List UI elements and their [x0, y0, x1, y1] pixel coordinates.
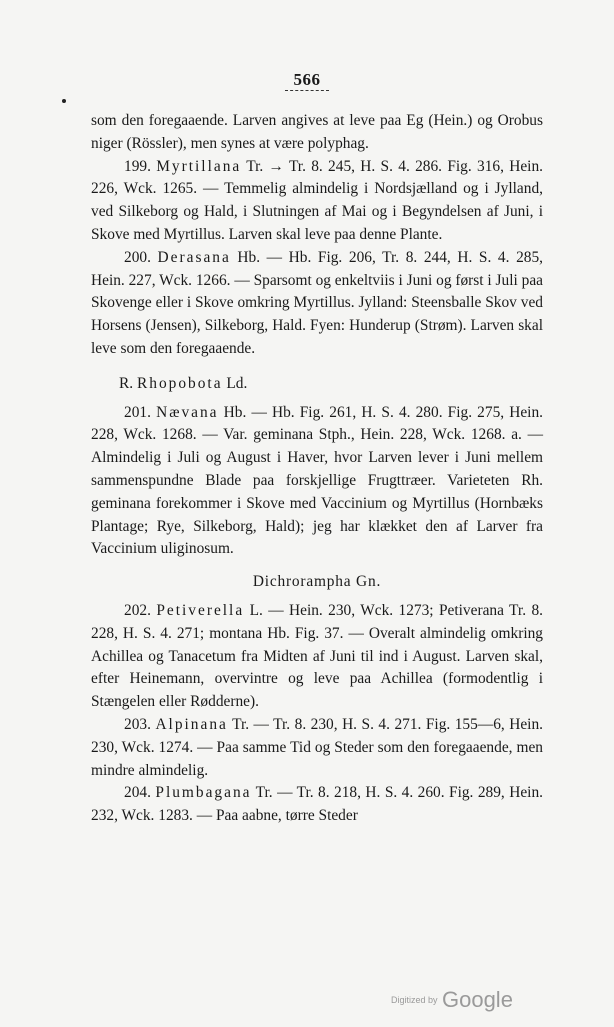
- entry-number: 203.: [124, 715, 151, 733]
- species-name: Nævana: [156, 403, 219, 421]
- entry-text: Hb. — Hb. Fig. 206, Tr. 8. 244, H. S. 4. 285, Hein. 227, Wck. 1266. — Sparsomt og enkeltviis i Juni og først i Juli paa Skovenge eller i Skove omkring Myrtillus. Jylland: Steensballe Skov ved Horsens (Jensen), Silkeborg, Hald. Fyen: Hunderup (Strøm). Larven skal leve som den foregaaende.: [91, 248, 543, 357]
- entry-text: Tr. → Tr. 8. 245, H. S. 4. 286. Fig. 316, Hein. 226, Wck. 1265. — Temmelig almindelig i Nordsjælland og i Jylland, ved Silkeborg og Hald, i Slutningen af Mai og i Begyndelsen af Juni, i Skove med Myrtillus. Larven skal leve paa denne Plante.: [91, 157, 543, 243]
- page-number-rule: [285, 90, 329, 91]
- digitized-watermark: [391, 987, 513, 1013]
- genus-heading-dichrorampha: [91, 571, 543, 594]
- species-entry-204: [91, 782, 543, 828]
- page-body: [91, 110, 543, 828]
- genus-author: Ld.: [226, 374, 248, 392]
- species-entry-200: [91, 247, 543, 361]
- entry-number: 201.: [124, 403, 151, 421]
- google-logo: Google: [441, 987, 513, 1012]
- genus-name: Dichrorampha: [252, 573, 352, 591]
- species-name: Myrtillana: [156, 157, 242, 175]
- margin-dot: [62, 99, 66, 103]
- species-entry-202: [91, 600, 543, 714]
- entry-text: Tr. — Tr. 8. 230, H. S. 4. 271. Fig. 155—6, Hein. 230, Wck. 1274. — Paa samme Tid og Steder som den foregaaende, men mindre almindelig.: [91, 715, 543, 779]
- entry-number: 200.: [124, 248, 151, 266]
- page-number: 566: [293, 70, 321, 89]
- species-name: Petiverella: [156, 601, 245, 619]
- entry-number: 199.: [124, 157, 151, 175]
- species-entry-201: [91, 402, 543, 562]
- entry-number: 204.: [124, 784, 151, 802]
- genus-heading-rhopobota: [91, 373, 543, 396]
- species-entry-199: [91, 156, 543, 247]
- digitized-label: Digitized by: [391, 995, 438, 1005]
- species-entry-203: [91, 714, 543, 782]
- entry-number: 202.: [124, 601, 151, 619]
- entry-text: L. — Hein. 230, Wck. 1273; Petiverana Tr. 8. 228, H. S. 4. 271; montana Hb. Fig. 37. — Overalt almindelig omkring Achillea og Tanacetum fra Midten af Juni til ind i August. Larven skal, efter Heinemann, overvintre og leve paa Achillea (formodentlig i Stængelen eller Rødderne).: [91, 601, 543, 711]
- species-name: Alpinana: [155, 715, 228, 733]
- genus-author: Gn.: [356, 573, 382, 591]
- entry-text: Tr. — Tr. 8. 218, H. S. 4. 260. Fig. 289, Hein. 232, Wck. 1283. — Paa aabne, tørre Steder: [91, 784, 543, 825]
- genus-name: Rhopobota: [136, 374, 223, 392]
- paragraph-continuation: som den foregaaende. Larven angives at leve paa Eg (Hein.) og Orobus niger (Rössler), men synes at være polyphag.: [91, 112, 543, 152]
- species-name: Derasana: [157, 248, 231, 266]
- genus-letter: R.: [119, 374, 134, 392]
- entry-text: Hb. — Hb. Fig. 261, H. S. 4. 280. Fig. 275, Hein. 228, Wck. 1268. — Var. geminana Stph., Hein. 228, Wck. 1268. a. — Almindelig i Juli og August i Haver, hvor Larven lever i Juni mellem sammenspundne Blade paa forskjellige Frugttræer. Varieteten Rh. geminana forekommer i Skove med Vaccinium og Myrtillus (Hornbæks Plantage; Rye, Silkeborg, Hald); jeg har klækket den af Larver fra Vaccinium uliginosum.: [91, 403, 544, 558]
- species-name: Plumbagana: [155, 784, 252, 802]
